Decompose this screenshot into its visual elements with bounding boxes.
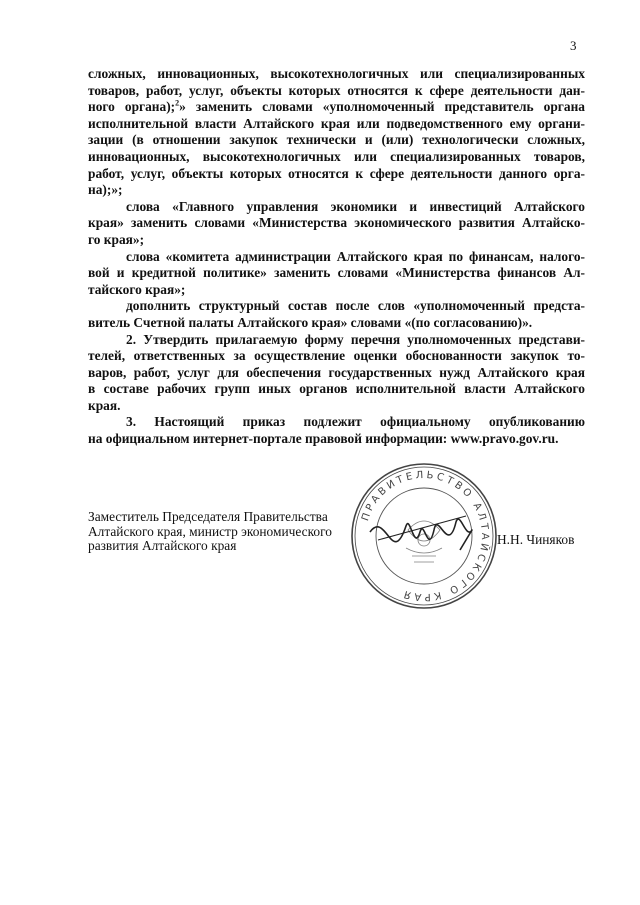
signer-position: [88, 510, 332, 554]
signature-stroke: [378, 516, 466, 540]
text-line: слова «комитета администрации Алтайского края по финансам, налого-: [126, 248, 585, 264]
text-line: витель Счетной палаты Алтайского края» словами «(по согласованию)».: [88, 314, 533, 330]
text-line-with-footnote: [88, 99, 585, 116]
text-line: сложных, инновационных, высокотехнологичных или специализированных: [88, 66, 585, 81]
seal-icon: [348, 460, 500, 612]
text-line: слова «Главного управления экономики и инвестиций Алтайского: [126, 198, 585, 214]
text-line: товаров, работ, услуг, объекты которых относятся к сфере деятельности дан-: [88, 82, 585, 98]
text-line: работ, услуг, объекты которых относятся к сфере деятельности данного орга-: [88, 165, 585, 181]
paragraph-6: [88, 414, 585, 447]
paragraph-4: [88, 298, 585, 331]
paragraph-2: [88, 199, 585, 249]
text-line: на);»;: [88, 182, 123, 198]
text-line: исполнительной власти Алтайского края или подведомственного ему органи-: [88, 115, 585, 131]
signer-position-line: развития Алтайского края: [88, 538, 237, 553]
paragraph-5: [88, 332, 585, 415]
text-line: тайского края»;: [88, 281, 186, 297]
text-line: края» заменить словами «Министерства экономического развития Алтайско-: [88, 215, 585, 231]
text-line: инновационных, высокотехнологичных или специализированных товаров,: [88, 148, 585, 164]
signer-name: Н.Н. Чиняков: [497, 532, 575, 547]
text-line: края.: [88, 397, 121, 413]
paragraph-3: [88, 249, 585, 299]
document-body: [88, 66, 585, 448]
text-line: телей, ответственных за осуществление оценки обоснованности закупок то-: [88, 348, 585, 364]
text-fragment: » заменить словами «уполномоченный представитель органа: [179, 99, 585, 115]
text-line: 2. Утвердить прилагаемую форму перечня уполномоченных представи-: [126, 331, 585, 347]
signer-position-line: Алтайского края, министр экономического: [88, 523, 332, 539]
text-line: в составе рабочих групп иных органов исполнительной власти Алтайского: [88, 381, 585, 397]
official-seal: [348, 460, 500, 612]
page-number: 3: [570, 38, 577, 53]
paragraph-1: [88, 66, 585, 199]
text-line: 3. Настоящий приказ подлежит официальному опубликованию: [126, 414, 585, 430]
seal-ring-text: ПРАВИТЕЛЬСТВО АЛТАЙСКОГО КРАЯ: [360, 469, 491, 603]
text-fragment: ного органа);: [88, 99, 176, 115]
text-line: дополнить структурный состав после слов «уполномоченный предста-: [126, 298, 585, 314]
text-line: го края»;: [88, 231, 145, 247]
text-line: вой и кредитной политике» заменить словами «Министерства финансов Ал-: [88, 265, 585, 281]
text-line: зации (в отношении закупок технически и (или) технологически сложных,: [88, 132, 585, 148]
footnote-mark: 2: [175, 98, 180, 108]
text-line: варов, работ, услуг для обеспечения государственных нужд Алтайского края: [88, 364, 585, 380]
text-line: на официальном интернет-портале правовой информации: www.pravo.gov.ru.: [88, 431, 559, 447]
signer-position-line: Заместитель Председателя Правительства: [88, 509, 328, 524]
